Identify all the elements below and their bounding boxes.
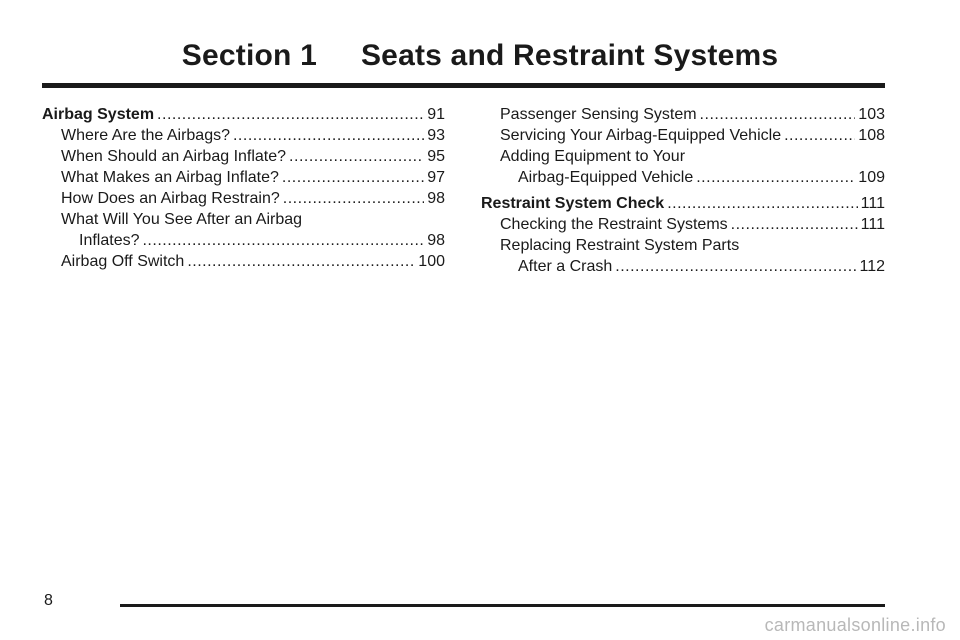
toc-page-number: 100 — [418, 253, 445, 270]
toc-page-number: 91 — [427, 106, 445, 123]
toc-entry-continuation — [42, 230, 445, 251]
toc-entry-label: Airbag Off Switch — [61, 253, 185, 270]
dot-leader — [289, 146, 424, 167]
toc-entry-label: When Should an Airbag Inflate? — [61, 148, 287, 165]
section-label: Section 1 — [181, 39, 317, 72]
toc-entry-what-makes-inflate[interactable] — [42, 167, 445, 188]
toc-entry-checking-restraints[interactable] — [481, 214, 885, 235]
toc-entry-airbag-off-switch[interactable] — [42, 251, 445, 272]
toc-entry-where-are-airbags[interactable] — [42, 125, 445, 146]
toc-entry-label-line2: Airbag-Equipped Vehicle — [518, 169, 694, 186]
toc-entry-label: What Makes an Airbag Inflate? — [61, 169, 279, 186]
toc-entry-what-see-after[interactable] — [42, 209, 445, 251]
toc-entry-passenger-sensing[interactable] — [481, 104, 885, 125]
toc-page-number: 103 — [858, 106, 885, 123]
toc-page-number: 98 — [427, 232, 445, 249]
section-title — [0, 36, 960, 76]
toc-entry-label: Servicing Your Airbag-Equipped Vehicle — [500, 127, 782, 144]
toc-entry-label: Checking the Restraint Systems — [500, 216, 728, 233]
toc-page-number: 112 — [859, 258, 885, 275]
toc-page-number: 98 — [427, 190, 445, 207]
toc-entry-adding-equipment[interactable] — [481, 146, 885, 188]
toc-entry-when-inflate[interactable] — [42, 146, 445, 167]
watermark: carmanualsonline.info — [764, 615, 946, 635]
toc-page-number: 108 — [858, 127, 885, 144]
toc-heading-airbag-system[interactable] — [42, 104, 445, 125]
toc-entry-label-line1: Adding Equipment to Your — [500, 148, 686, 165]
toc-left-column — [42, 104, 445, 272]
dot-leader — [615, 256, 856, 277]
dot-leader — [700, 104, 856, 125]
toc-entry-label-line2: After a Crash — [518, 258, 613, 275]
toc-right-column — [481, 104, 885, 277]
toc-page-number: 109 — [858, 169, 885, 186]
toc-entry-label-line1: Replacing Restraint System Parts — [500, 237, 740, 254]
dot-leader — [784, 125, 855, 146]
dot-leader — [731, 214, 858, 235]
toc-entry-continuation — [481, 167, 885, 188]
dot-leader — [667, 193, 857, 214]
dot-leader — [233, 125, 424, 146]
section-name: Seats and Restraint Systems — [360, 39, 779, 72]
toc-page-number: 95 — [427, 148, 445, 165]
toc-entry-how-restrain[interactable] — [42, 188, 445, 209]
toc-entry-label-line2: Inflates? — [79, 232, 140, 249]
toc-heading-label: Restraint System Check — [481, 195, 665, 212]
toc-entry-servicing[interactable] — [481, 125, 885, 146]
dot-leader — [696, 167, 855, 188]
title-rule — [42, 83, 885, 88]
toc-heading-label: Airbag System — [42, 106, 155, 123]
toc-entry-label: How Does an Airbag Restrain? — [61, 190, 280, 207]
toc-page-number: 97 — [427, 169, 445, 186]
dot-leader — [282, 167, 424, 188]
toc-entry-label: Where Are the Airbags? — [61, 127, 230, 144]
toc-heading-restraint-check[interactable] — [481, 193, 885, 214]
page-number: 8 — [44, 592, 53, 609]
dot-leader — [142, 230, 424, 251]
toc-page-number: 111 — [860, 216, 885, 233]
toc-entry-continuation — [481, 256, 885, 277]
toc-entry-replacing-parts[interactable] — [481, 235, 885, 277]
toc-entry-label-line1: What Will You See After an Airbag — [61, 211, 303, 228]
toc-page-number: 111 — [860, 195, 885, 212]
dot-leader — [187, 251, 415, 272]
footer-rule — [120, 604, 885, 607]
toc-page-number: 93 — [427, 127, 445, 144]
dot-leader — [283, 188, 424, 209]
toc-entry-label: Passenger Sensing System — [500, 106, 697, 123]
dot-leader — [157, 104, 424, 125]
